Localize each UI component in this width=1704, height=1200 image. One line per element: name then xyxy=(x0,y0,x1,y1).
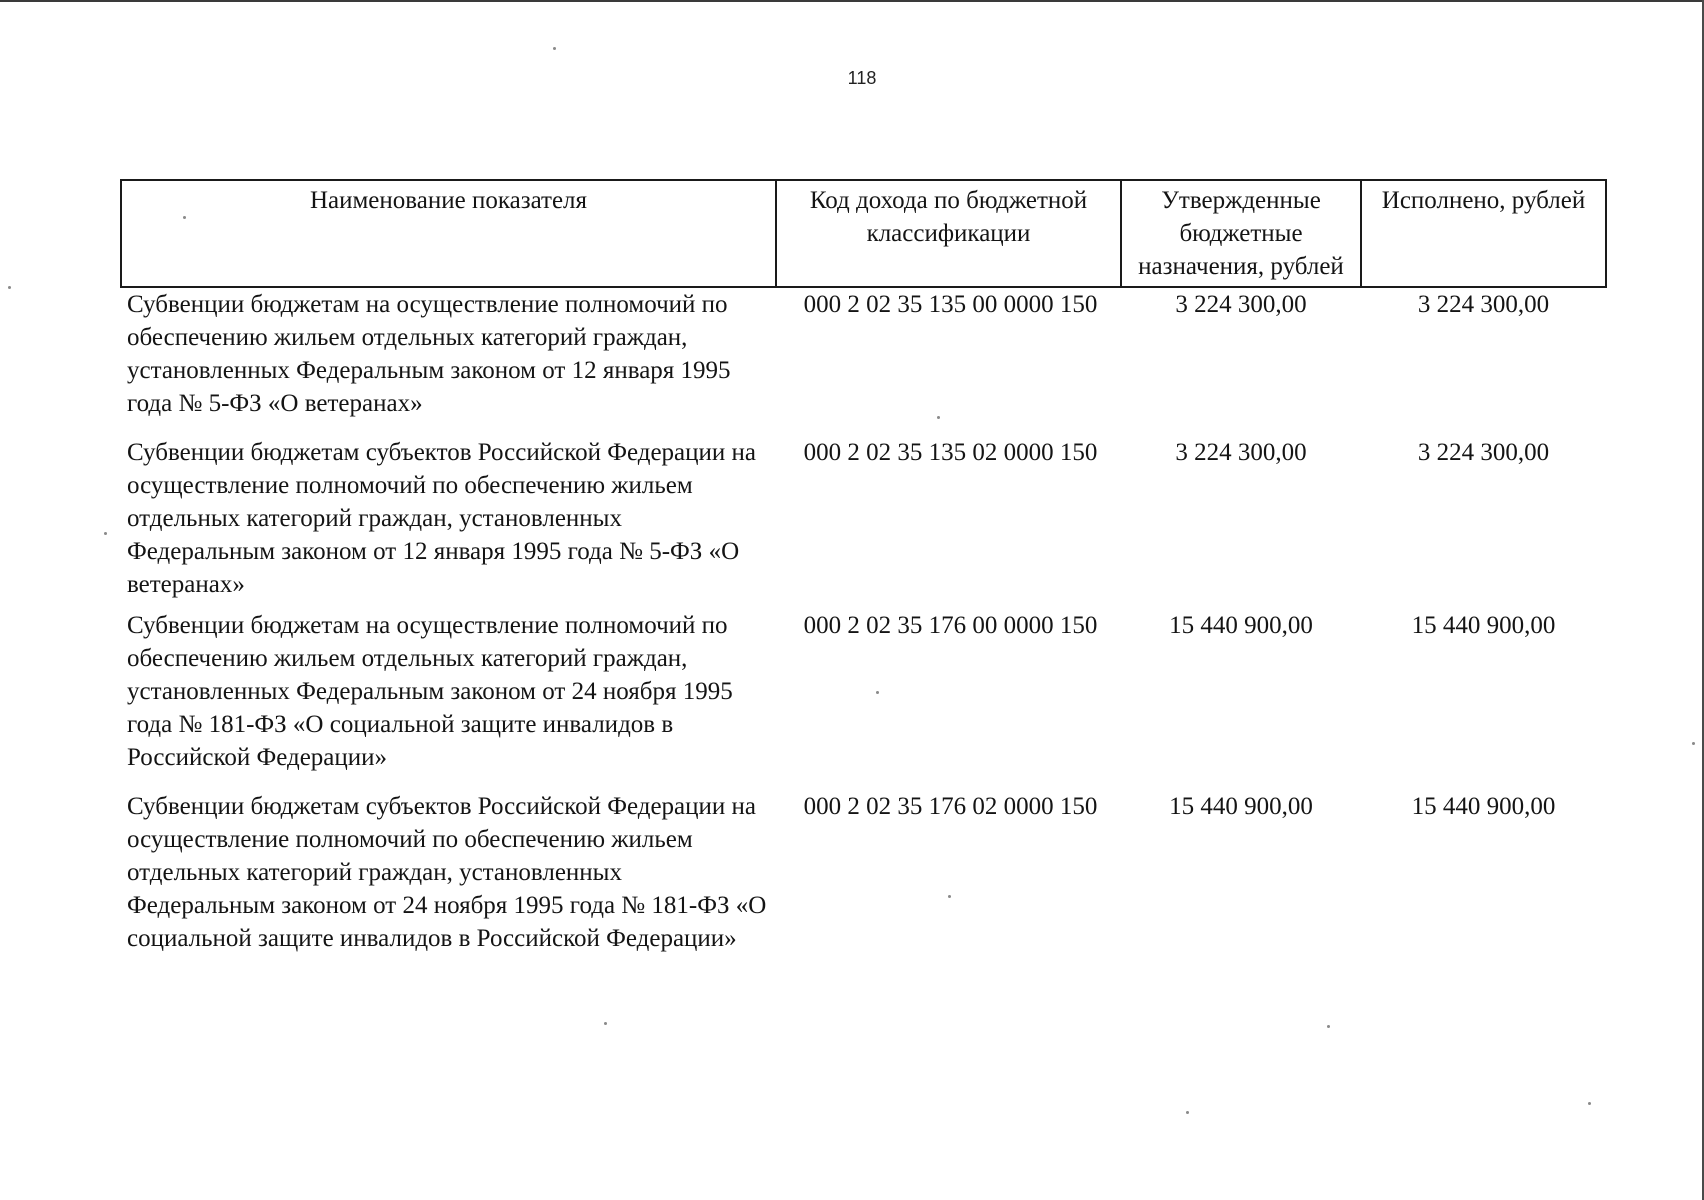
executed-amount-cell: 3 224 300,00 xyxy=(1417,291,1550,318)
income-code-cell: 000 2 02 35 135 00 0000 150 xyxy=(803,291,1098,318)
scan-speck xyxy=(876,691,879,694)
scan-speck xyxy=(183,216,186,219)
scan-speck xyxy=(1588,1102,1591,1105)
table-row xyxy=(121,790,1606,990)
scan-speck xyxy=(104,532,107,535)
scan-speck xyxy=(1327,1025,1330,1028)
scan-speck xyxy=(1186,1111,1189,1114)
executed-amount-cell: 15 440 900,00 xyxy=(1411,793,1556,820)
income-code-cell: 000 2 02 35 176 00 0000 150 xyxy=(803,612,1098,639)
scan-edge-top xyxy=(0,0,1704,2)
budget-income-table xyxy=(120,179,1607,990)
income-code-cell: 000 2 02 35 135 02 0000 150 xyxy=(803,439,1098,466)
scan-speck xyxy=(553,47,556,50)
table-row xyxy=(121,287,1606,436)
scan-speck xyxy=(937,416,940,419)
header-indicator-name: Наименование показателя xyxy=(121,180,776,287)
indicator-name-cell: Субвенции бюджетам субъектов Российской Федерации на осуществление полномочий по обеспечению жильем отдельных категорий граждан, установленных Федеральным законом от 24 ноября 1995 года № 181-ФЗ «О социальной защите инвалидов в Российской Федерации» xyxy=(127,793,767,952)
approved-amount-cell: 15 440 900,00 xyxy=(1169,793,1313,820)
scan-speck xyxy=(604,1022,607,1025)
header-executed-amount: Исполнено, рублей xyxy=(1361,180,1606,287)
table-row xyxy=(121,436,1606,609)
header-approved-amount: Утвержденные бюджетные назначения, рублей xyxy=(1121,180,1361,287)
page-number: 118 xyxy=(847,68,877,88)
executed-amount-cell: 15 440 900,00 xyxy=(1411,612,1556,639)
approved-amount-cell: 3 224 300,00 xyxy=(1175,439,1307,466)
indicator-name-cell: Субвенции бюджетам субъектов Российской Федерации на осуществление полномочий по обеспечению жильем отдельных категорий граждан, установленных Федеральным законом от 12 января 1995 года № 5-ФЗ «О ветеранах» xyxy=(127,439,757,598)
approved-amount-cell: 3 224 300,00 xyxy=(1175,291,1307,318)
header-row xyxy=(121,180,1606,287)
scan-speck xyxy=(8,286,11,289)
executed-amount-cell: 3 224 300,00 xyxy=(1417,439,1550,466)
table-header xyxy=(121,180,1606,287)
indicator-name-cell: Субвенции бюджетам на осуществление полномочий по обеспечению жильем отдельных категорий граждан, установленных Федеральным законом от 12 января 1995 года № 5-ФЗ «О ветеранах» xyxy=(127,291,731,417)
scan-speck xyxy=(1692,742,1695,745)
approved-amount-cell: 15 440 900,00 xyxy=(1169,612,1313,639)
header-income-code: Код дохода по бюджетной классификации xyxy=(776,180,1121,287)
indicator-name-cell: Субвенции бюджетам на осуществление полномочий по обеспечению жильем отдельных категорий граждан, установленных Федеральным законом от 24 ноября 1995 года № 181-ФЗ «О социальной защите инвалидов в Российской Федерации» xyxy=(127,612,733,771)
table-row xyxy=(121,609,1606,790)
table-body xyxy=(121,287,1606,990)
income-code-cell: 000 2 02 35 176 02 0000 150 xyxy=(803,793,1098,820)
scan-speck xyxy=(948,895,951,898)
